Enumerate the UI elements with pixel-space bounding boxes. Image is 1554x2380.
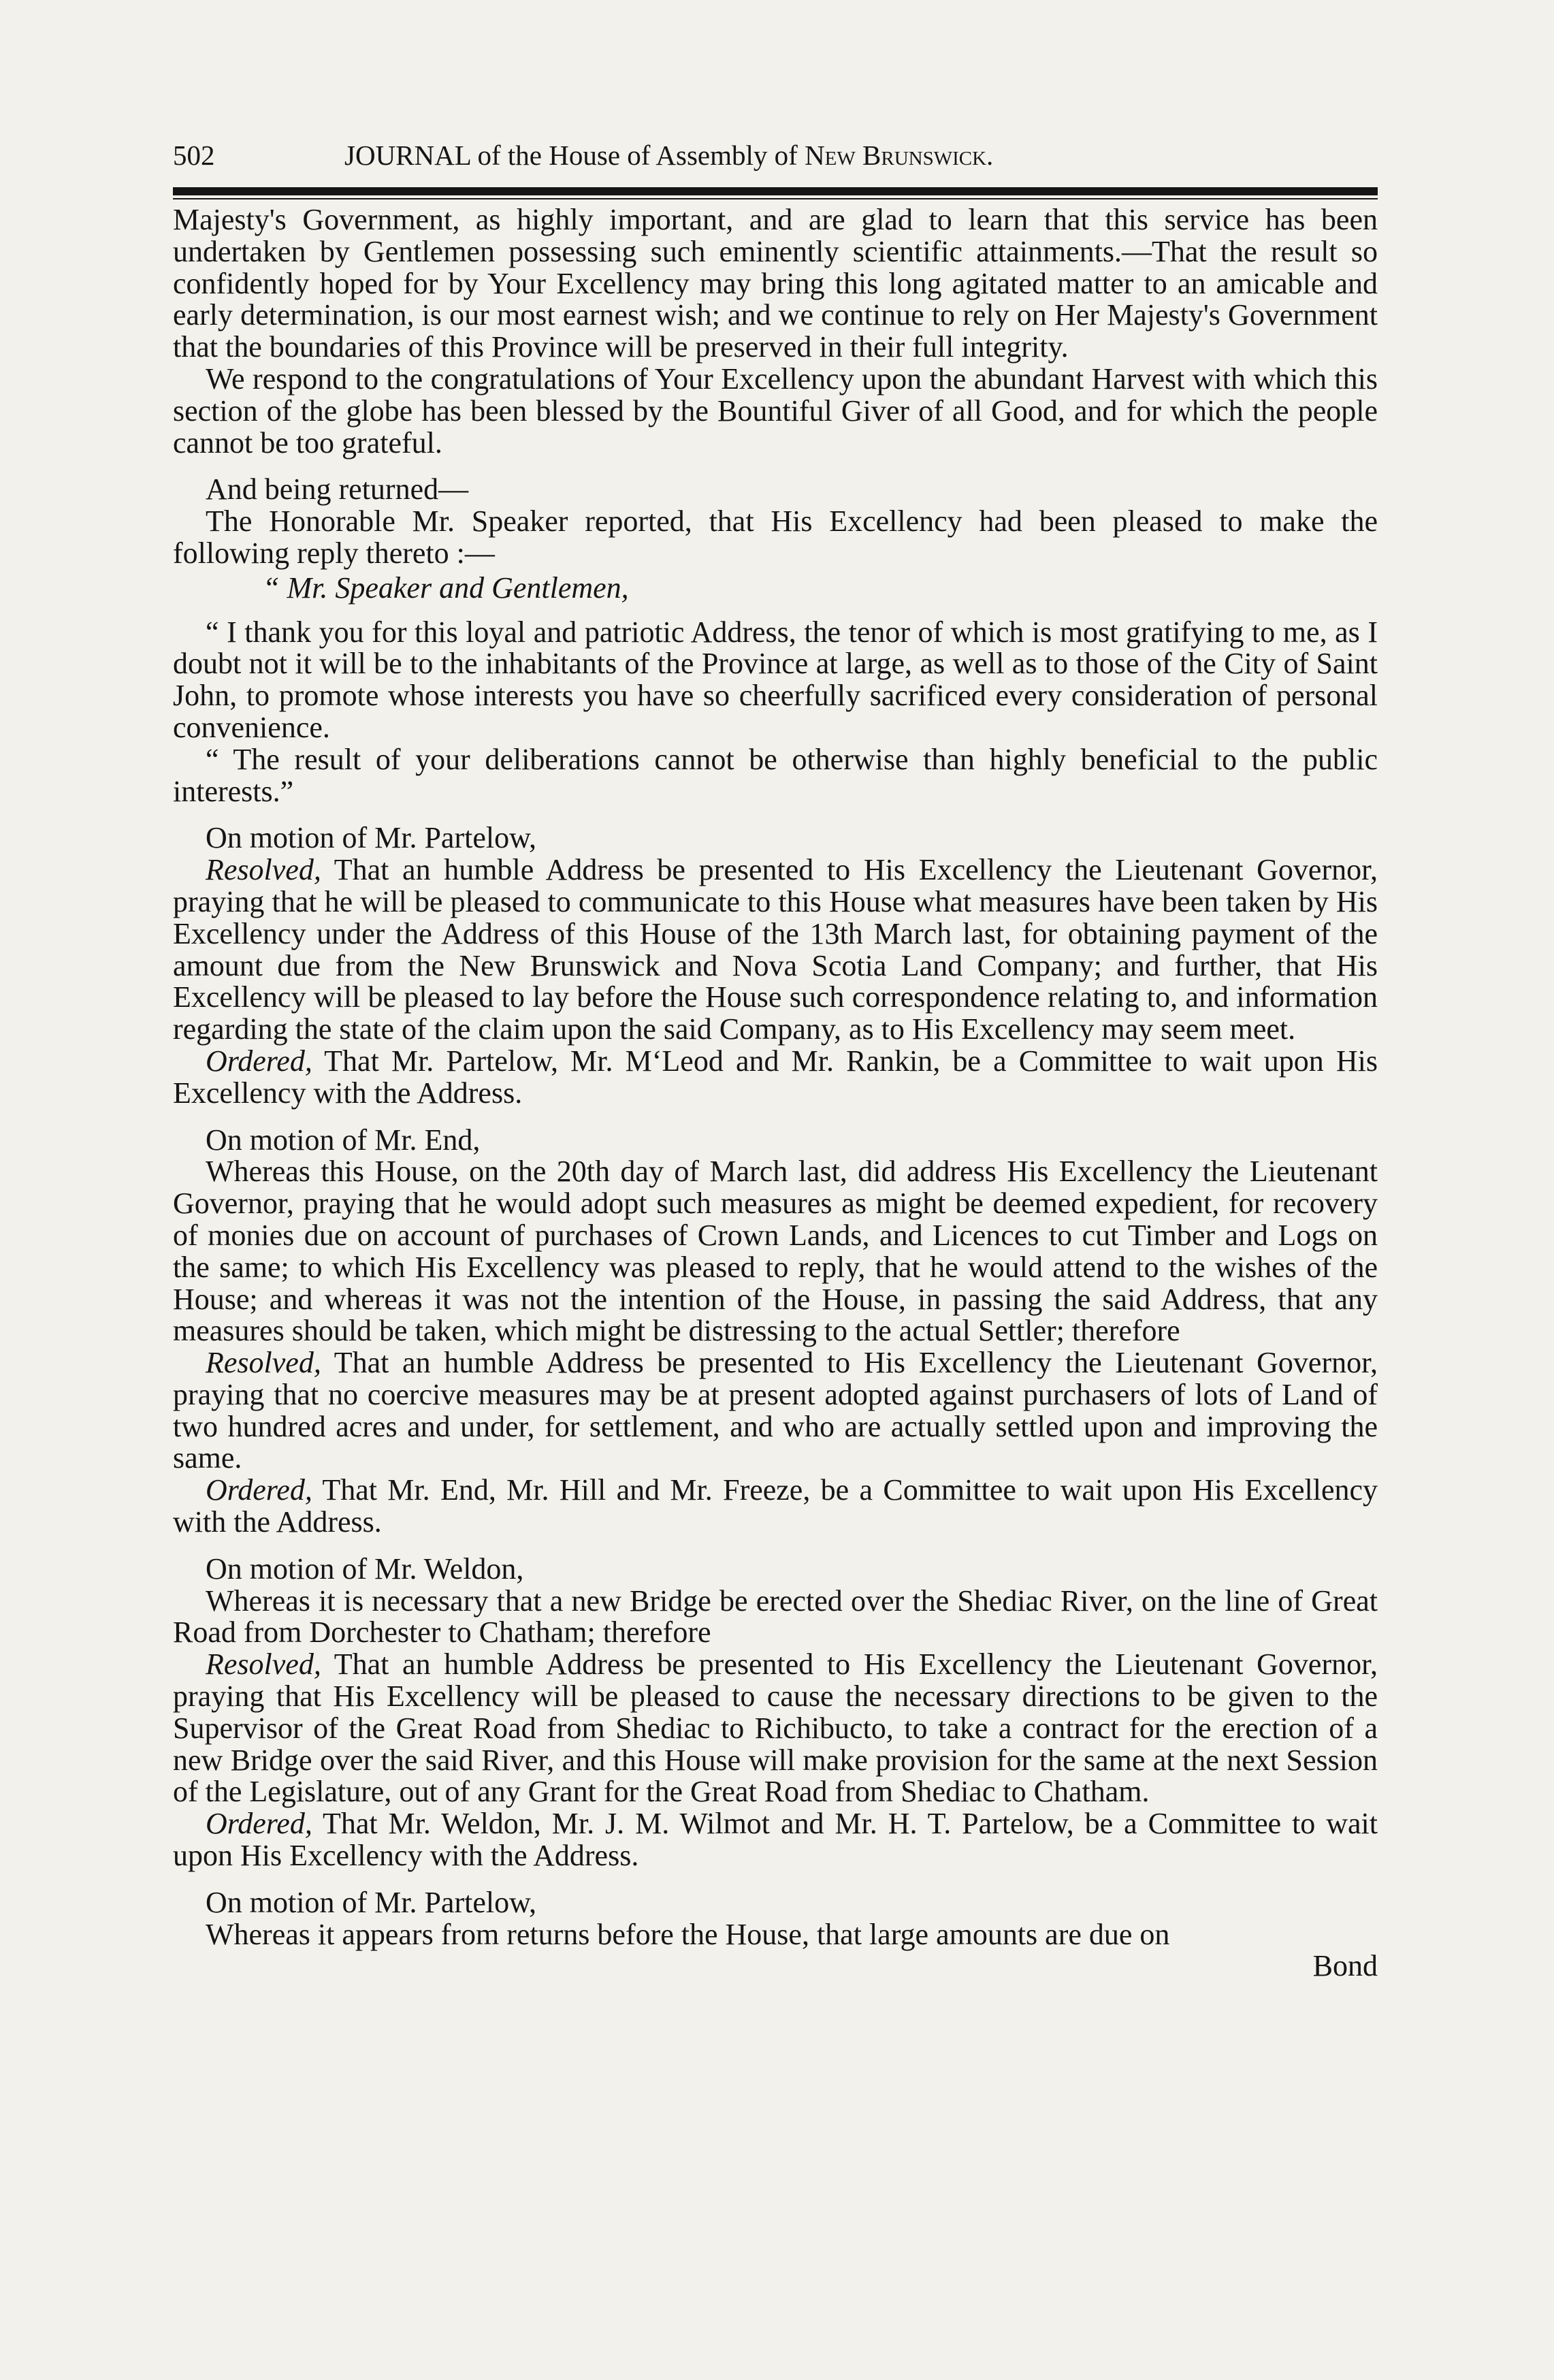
paragraph-text: We respond to the congratulations of Your Excellency upon the abundant Harvest with which this section of the globe has been blessed by the Bountiful Giver of all Good, and for which the people cannot be too grateful.: [173, 361, 1378, 460]
paragraph: [173, 1551, 1378, 1586]
running-title-text: JOURNAL of the House of Assembly of: [344, 140, 805, 171]
paragraph-lead: Ordered,: [206, 1807, 312, 1841]
paragraph: [173, 744, 1378, 808]
paragraph: [173, 1919, 1378, 1951]
paragraph-text: That an humble Address be presented to His Excellency the Lieutenant Governor, praying that he will be pleased to communicate to this House what measures have been taken by His Excellency under the Address of this House of the 13th March last, for obtaining payment of the amount due from the New Brunswick and Nova Scotia Land Company; and further, that His Excellency will be pleased to lay before the House such correspondence relating to, and information regarding the state of the claim upon the said Company, as to His Excellency may seem meet.: [173, 853, 1378, 1046]
paragraph-lead: Resolved,: [206, 853, 321, 887]
paragraph: [173, 361, 1378, 460]
paragraph-text: Bond: [1312, 1949, 1378, 1983]
paragraph-text: That Mr. Partelow, Mr. M‘Leod and Mr. Rankin, be a Committee to wait upon His Excellency with the Address.: [173, 1044, 1378, 1110]
paragraph-text: On motion of Mr. Weldon,: [206, 1551, 524, 1586]
paragraph-text: “ Mr. Speaker and Gentlemen,: [263, 570, 629, 605]
journal-text: [173, 204, 1378, 1982]
paragraph: [173, 570, 1378, 605]
paragraph: [173, 854, 1378, 1046]
paragraph-text: Whereas it is necessary that a new Bridge be erected over the Shediac River, on the line of Great Road from Dorchester to Chatham; therefore: [173, 1583, 1378, 1650]
paragraph-text: That Mr. End, Mr. Hill and Mr. Freeze, be a Committee to wait upon His Excellency with the Address.: [173, 1473, 1378, 1539]
paragraph: [173, 474, 1378, 506]
paragraph-text: On motion of Mr. Partelow,: [206, 1885, 536, 1919]
paragraph: [173, 1475, 1378, 1539]
page-header: [173, 133, 1378, 177]
paragraph: [173, 1347, 1378, 1475]
paragraph-text: That Mr. Weldon, Mr. J. M. Wilmot and Mr. H. T. Partelow, be a Committee to wait upon His Excellency with the Address.: [173, 1807, 1378, 1873]
paragraph-lead: Resolved,: [206, 1647, 321, 1682]
paragraph: [173, 1156, 1378, 1347]
running-title-province: New Brunswick.: [805, 140, 994, 171]
paragraph-text: That an humble Address be presented to His Excellency the Lieutenant Governor, praying that His Excellency will be pleased to cause the necessary directions to be given to the Supervisor of the Great Road from Shediac to Richibucto, to take a contract for the erection of a new Bridge over the said River, and this House will make provision for the same at the next Session of the Legislature, out of any Grant for the Great Road from Shediac to Chatham.: [173, 1647, 1378, 1809]
header-rule: [173, 187, 1378, 195]
paragraph: [173, 822, 1378, 854]
paragraph: [173, 1808, 1378, 1872]
paragraph: [173, 1583, 1378, 1650]
paragraph: [173, 1887, 1378, 1919]
paragraph-text: And being returned—: [206, 472, 469, 506]
paragraph-text: That an humble Address be presented to His Excellency the Lieutenant Governor, praying that no coercive measures may be at present adopted against purchasers of lots of Land of two hundred acres and under, for settlement, and who are actually settled upon and improving the same.: [173, 1346, 1378, 1475]
paragraph: [173, 1950, 1378, 1982]
paragraph: [173, 1649, 1378, 1808]
paragraph-text: Majesty's Government, as highly important, and are glad to learn that this service has been undertaken by Gentlemen possessing such eminently scientific attainments.—That the result so confidently hoped for by Your Excellency may bring this long agitated matter to an amicable and early determination, is our most earnest wish; and we continue to rely on Her Majesty's Government that the boundaries of this Province will be preserved in their full integrity.: [173, 203, 1378, 364]
paragraph-text: The Honorable Mr. Speaker reported, that His Excellency had been pleased to make the following reply thereto :—: [173, 504, 1378, 570]
paragraph: [173, 204, 1378, 364]
paragraph-text: “ I thank you for this loyal and patriotic Address, the tenor of which is most gratifying to me, as I doubt not it will be to the inhabitants of the Province at large, as well as to those of the City of Saint John, to promote whose interests you have so cheerfully sacrificed every consideration of personal convenience.: [173, 615, 1378, 744]
paragraph: [173, 1046, 1378, 1110]
paragraph: [173, 1125, 1378, 1157]
running-title: [344, 140, 993, 171]
paragraph: [173, 617, 1378, 744]
paragraph-text: On motion of Mr. End,: [206, 1123, 481, 1157]
page-number: 502: [173, 140, 215, 171]
paragraph-text: Whereas it appears from returns before the House, that large amounts are due on: [206, 1917, 1170, 1951]
paragraph-text: “ The result of your deliberations cannot be otherwise than highly beneficial to the public interests.”: [173, 742, 1378, 808]
paragraph-lead: Ordered,: [206, 1044, 312, 1078]
paragraph-text: Whereas this House, on the 20th day of March last, did address His Excellency the Lieutenant Governor, praying that he would adopt such measures as might be deemed expedient, for recovery of monies due on account of purchases of Crown Lands, and Licences to cut Timber and Logs on the same; to which His Excellency was pleased to reply, that he would attend to the wishes of the House; and whereas it was not the intention of the House, in passing the said Address, that any measures should be taken, which might be distressing to the actual Settler; therefore: [173, 1155, 1378, 1348]
paragraph-lead: Resolved,: [206, 1346, 321, 1380]
paragraph-lead: Ordered,: [206, 1473, 312, 1507]
paragraph-text: On motion of Mr. Partelow,: [206, 821, 536, 855]
paragraph: [173, 506, 1378, 570]
